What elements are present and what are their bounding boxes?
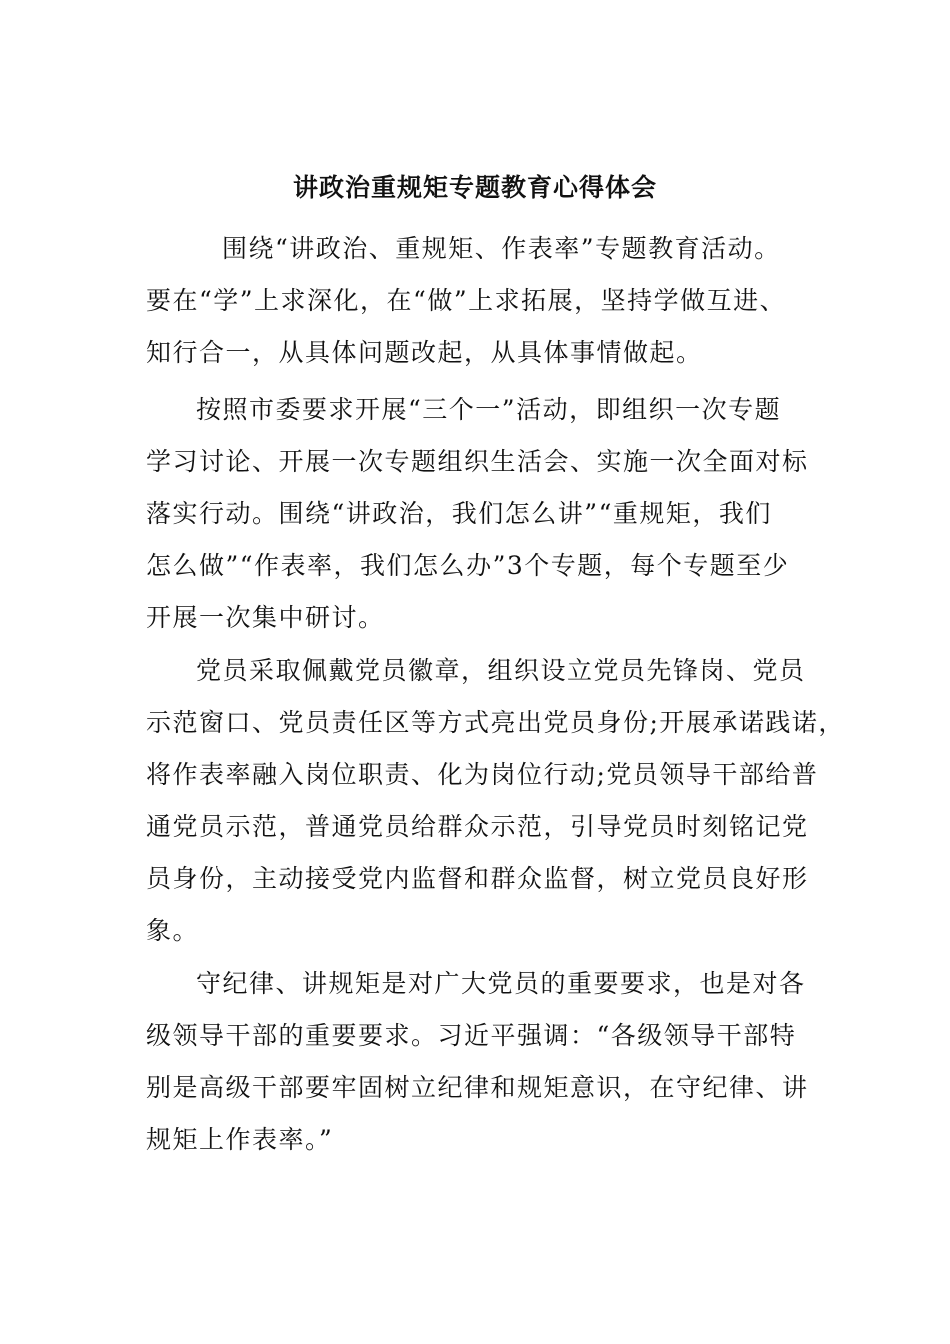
paragraph-4 [146, 958, 809, 1166]
paragraph-line: 别是高级干部要牢固树立纪律和规矩意识，在守纪律、讲 [146, 1073, 809, 1102]
paragraph-3 [146, 645, 845, 957]
paragraph-line: 员身份，主动接受党内监督和群众监督，树立党员良好形 [146, 864, 809, 893]
paragraph-line: 级领导干部的重要要求。习近平强调：“各级领导干部特 [146, 1021, 797, 1050]
paragraph-line: 知行合一，从具体问题改起，从具体事情做起。 [146, 338, 703, 367]
paragraph-line: 要在“学”上求深化，在“做”上求拓展，坚持学做互进、 [146, 286, 787, 315]
paragraph-line: 学习讨论、开展一次专题组织生活会、实施一次全面对标 [146, 447, 809, 476]
paragraph-line: 落实行动。围绕“讲政治，我们怎么讲”“重规矩，我们 [146, 499, 772, 528]
paragraph-line: 象。 [146, 916, 200, 945]
paragraph-2 [146, 384, 809, 644]
paragraph-line: 通党员示范，普通党员给群众示范，引导党员时刻铭记党 [146, 812, 809, 841]
document-title: 讲政治重规矩专题教育心得体会 [292, 173, 657, 202]
paragraph-line: 守纪律、讲规矩是对广大党员的重要要求，也是对各 [196, 969, 806, 998]
paragraph-line: 开展一次集中研讨。 [146, 603, 385, 632]
paragraph-line: 按照市委要求开展“三个一”活动，即组织一次专题 [196, 395, 782, 424]
paragraph-line: 围绕“讲政治、重规矩、作表率”专题教育活动。 [222, 234, 781, 263]
paragraph-1 [146, 223, 786, 379]
paragraph-line: 怎么做”“作表率，我们怎么办”3个专题，每个专题至少 [146, 551, 790, 580]
paragraph-line: 规矩上作表率。” [146, 1125, 334, 1154]
paragraph-line: 示范窗口、党员责任区等方式亮出党员身份;开展承诺践诺， [146, 708, 845, 737]
paragraph-line: 党员采取佩戴党员徽章，组织设立党员先锋岗、党员 [196, 656, 806, 685]
paragraph-line: 将作表率融入岗位职责、化为岗位行动;党员领导干部给普 [146, 760, 819, 789]
